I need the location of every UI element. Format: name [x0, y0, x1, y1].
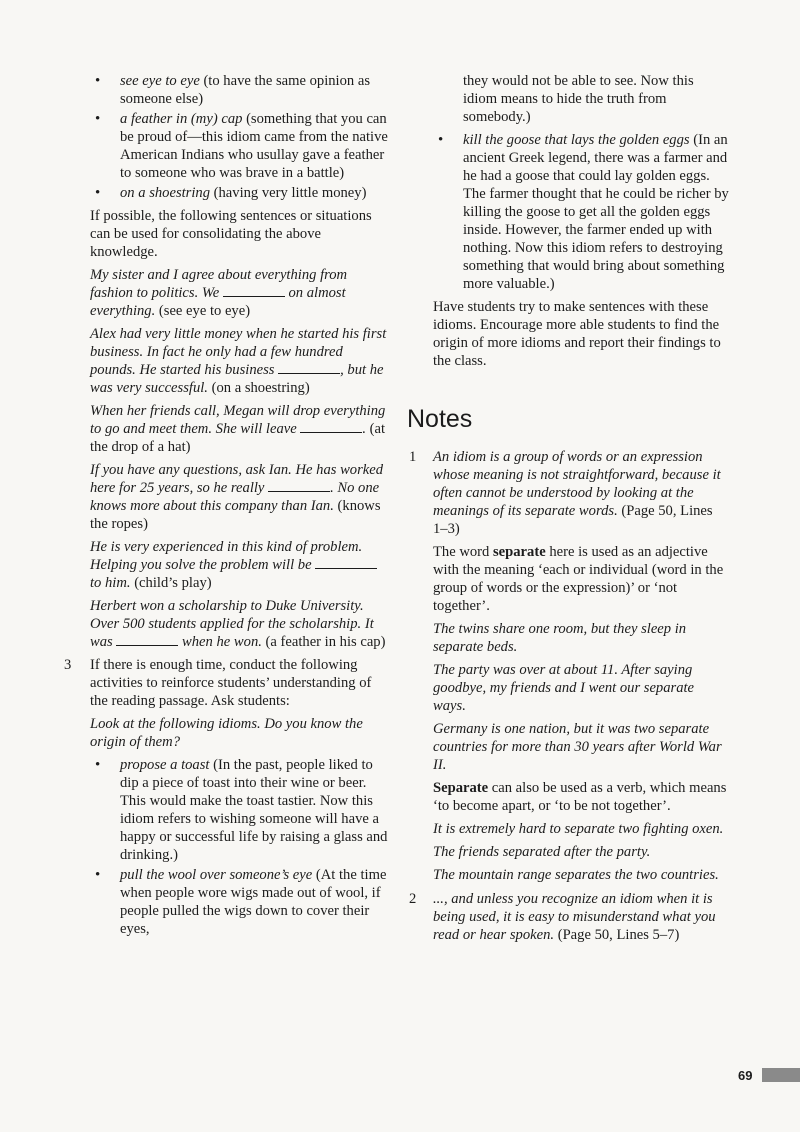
note-number: 1 [409, 449, 417, 465]
note-quote: ..., and unless you recognize an idiom when it is being used, it is easy to misunderstand what you read or hear spoken. (Page 50, Lines 5–7) [433, 891, 716, 943]
page-number: 69 [738, 1068, 753, 1083]
intro-paragraph: If possible, the following sentences or situations can be used for consolidating the above knowledge. [90, 208, 372, 260]
list-item: • see eye to eye (to have the same opinion as someone else) [90, 72, 390, 108]
note-number: 2 [409, 891, 417, 907]
example-sentence: Herbert won a scholarship to Duke University. Over 500 students applied for the scholarship. It was when he won. (a feather in his cap) [90, 598, 386, 650]
right-column [409, 72, 729, 949]
note-explanation: Separate can also be used as a verb, which means ‘to become apart, or ‘to be not together’. [433, 780, 727, 814]
note-example: Germany is one nation, but it was two separate countries for more than 30 years after World War II. [433, 721, 722, 773]
note-1 [409, 448, 729, 884]
list-item: • pull the wool over someone’s eye (At the time when people wore wigs made out of wool, if people pulled the wigs down to cover their eyes, [90, 866, 390, 938]
note-example: The twins share one room, but they sleep in separate beds. [433, 621, 687, 655]
note-example: The friends separated after the party. [433, 844, 651, 860]
item-number: 3 [64, 657, 72, 673]
example-sentence: If you have any questions, ask Ian. He has worked here for 25 years, so he really . No one knows more about this company than Ian. (knows the ropes) [90, 462, 384, 532]
example-sentence: My sister and I agree about everything from fashion to politics. We on almost everything. (see eye to eye) [90, 267, 348, 319]
example-sentence: Alex had very little money when he started his first business. In fact he only had a few hundred pounds. He started his business , but he was very successful. (on a shoestring) [90, 326, 387, 396]
left-column [64, 72, 390, 943]
note-example: It is extremely hard to separate two fighting oxen. [433, 821, 724, 837]
activity-text: If there is enough time, conduct the following activities to reinforce students’ understanding of the reading passage. Ask students: [90, 657, 372, 709]
list-item: • kill the goose that lays the golden eggs (In an ancient Greek legend, there was a farmer and he had a goose that could lay golden eggs. The farmer thought that he could be richer by killing the goose to get all the golden eggs inside. However, the farmer ended up with nothing. Now this idiom refers to destroying something that would bring about something more valuable.) [433, 131, 729, 293]
note-explanation: The word separate here is used as an adjective with the meaning ‘each or individual (word in the group of words or the expression)’ or ‘not together’. [433, 544, 724, 614]
activity-question: Look at the following idioms. Do you know the origin of them? [90, 716, 363, 750]
page-number-bar [762, 1068, 800, 1082]
activity-item-3 [64, 656, 390, 938]
idiom-list-3 [433, 131, 729, 293]
example-sentence: When her friends call, Megan will drop everything to go and meet them. She will leave . (at the drop of a hat) [90, 403, 386, 455]
list-item: • a feather in (my) cap (something that you can be proud of—this idiom came from the native American Indians who usullay gave a feather to someone who was brave in a battle) [90, 110, 390, 182]
notes-heading: Notes [407, 405, 473, 433]
note-quote: An idiom is a group of words or an expression whose meaning is not straightforward, because it often cannot be understood by looking at the meanings of its separate words. (Page 50, Lines 1–3) [433, 449, 721, 537]
idiom-list-1 [90, 72, 390, 202]
example-sentence: He is very experienced in this kind of problem. Helping you solve the problem will be to him. (child’s play) [90, 538, 390, 592]
note-example: The party was over at about 11. After saying goodbye, my friends and I went our separate ways. [433, 662, 695, 714]
note-example: The mountain range separates the two countries. [433, 867, 719, 883]
list-item: • on a shoestring (having very little money) [90, 184, 390, 202]
continued-bullet: they would not be able to see. Now this idiom means to hide the truth from somebody.) • kill the goose that lays the golden eggs (In an ancient Greek legend, there was a farmer and he had a goose that could lay golden eggs. The farmer thought that he could be richer by killing the goose to get all the golden eggs inside. However, the farmer ended up with nothing. Now this idiom refers to destroying something that would bring about something more valuable.) [409, 72, 729, 293]
idiom-list-2 [90, 756, 390, 938]
note-2 [409, 890, 729, 944]
instruction-paragraph: Have students try to make sentences with these idioms. Encourage more able students to find the origin of more idioms and report their findings to the class. [433, 299, 721, 369]
list-item: • propose a toast (In the past, people liked to dip a piece of toast into their wine or beer. This would make the toast tastier. Now this idiom refers to wishing someone will have a happy or successful life by raising a glass and drinking.) [90, 756, 390, 864]
